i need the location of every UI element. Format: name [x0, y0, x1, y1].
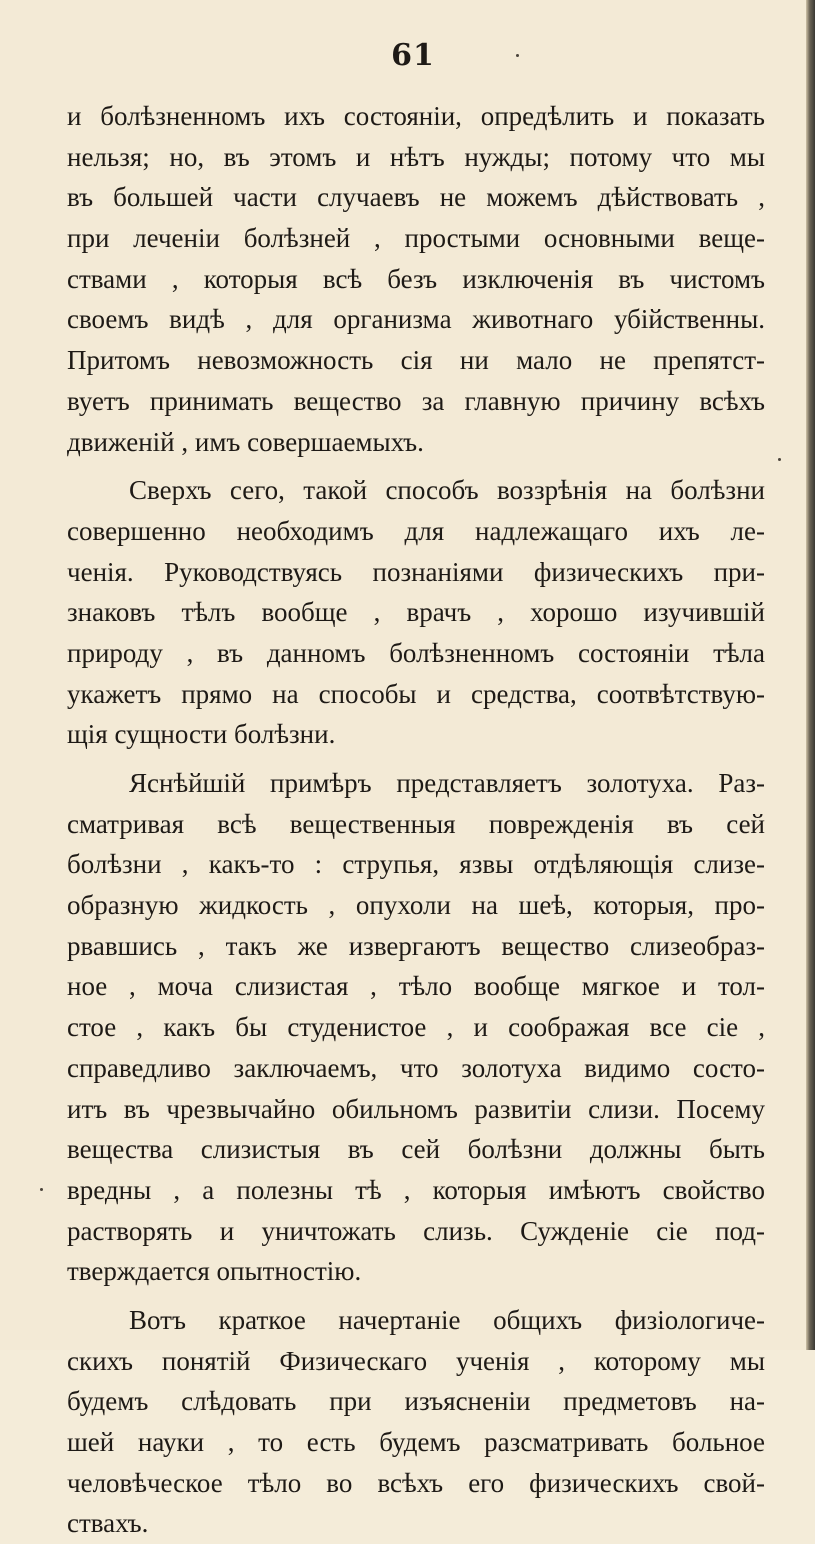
- text-line: справедливо заключаемъ, что золотуха видимо состо-: [67, 1052, 765, 1083]
- text-line: совершенно необходимъ для надлежащаго ихъ ле-: [67, 515, 765, 546]
- text-line: вещества слизистыя въ сей болѣзни должны быть: [67, 1134, 765, 1165]
- text-line: ствами , которыя всѣ безъ изключенія въ чистомъ: [67, 263, 765, 294]
- ink-speck: [40, 1188, 43, 1191]
- text-line: будемъ слѣдовать при изъясненіи предметовъ на-: [67, 1386, 765, 1417]
- paragraph-gap: [67, 755, 765, 763]
- text-line: шей науки , то есть будемъ разсматривать больное: [67, 1427, 765, 1457]
- ink-speck: [516, 54, 519, 57]
- text-line: человѣческое тѣло во всѣхъ его физическихъ свой-: [67, 1467, 765, 1498]
- text-line: Сверхъ сего, такой способъ воззрѣнія на болѣзни: [129, 475, 765, 506]
- text-line: тверждается опытностію.: [67, 1256, 362, 1287]
- body-text: [67, 96, 765, 1544]
- paragraph: [67, 96, 765, 462]
- text-line: и болѣзненномъ ихъ состояніи, опредѣлить и показать: [67, 101, 765, 131]
- text-line: щія сущности болѣзни.: [67, 719, 336, 750]
- text-line: природу , въ данномъ болѣзненномъ состояніи тѣла: [67, 637, 765, 668]
- text-line: нельзя; но, въ этомъ и нѣтъ нужды; потому что мы: [67, 141, 765, 172]
- text-line: образную жидкость , опухоли на шеѣ, которыя, про-: [67, 890, 765, 921]
- page-edge-shadow: [806, 0, 815, 1350]
- text-line: Вотъ краткое начертаніе общихъ физіологиче-: [129, 1304, 765, 1335]
- text-line: сматривая всѣ вещественныя поврежденія въ сей: [67, 808, 765, 839]
- text-line: Яснѣйшій примѣръ представляетъ золотуха. Раз-: [129, 768, 765, 798]
- text-line: ное , моча слизистая , тѣло вообще мягкое и тол-: [67, 971, 765, 1002]
- text-line: скихъ понятій Физическаго ученія , которому мы: [67, 1345, 765, 1376]
- text-line: при леченіи болѣзней , простыми основными веще-: [67, 223, 765, 254]
- text-line: болѣзни , какъ-то : струпья, язвы отдѣляющія слизе-: [67, 849, 765, 880]
- text-line: ствахъ.: [67, 1508, 149, 1539]
- text-line: стое , какъ бы студенистое , и соображая все сіе ,: [67, 1012, 765, 1043]
- text-line: укажетъ прямо на способы и средства, соотвѣтствую-: [67, 678, 765, 709]
- text-line: знаковъ тѣлъ вообще , врачъ , хорошо изучившій: [67, 597, 765, 628]
- paragraph-gap: [67, 462, 765, 470]
- text-line: вредны , а полезны тѣ , которыя имѣютъ свойство: [67, 1174, 765, 1205]
- text-line: движеній , имъ совершаемыхъ.: [67, 426, 424, 457]
- text-line: въ большей части случаевъ не можемъ дѣйствовать ,: [67, 182, 765, 213]
- text-line: растворять и уничтожать слизь. Сужденіе сіе под-: [67, 1215, 765, 1246]
- text-line: итъ въ чрезвычайно обильномъ развитіи слизи. Посему: [67, 1093, 765, 1124]
- ink-speck: [778, 458, 781, 461]
- paragraph: [67, 470, 765, 755]
- page-number: 61: [391, 38, 435, 73]
- paragraph: [67, 1300, 765, 1544]
- text-line: своемъ видѣ , для организма животнаго убійственны.: [67, 304, 765, 335]
- text-line: вуетъ принимать вещество за главную причину всѣхъ: [67, 385, 765, 416]
- paragraph-gap: [67, 1292, 765, 1300]
- text-line: Притомъ невозможность сія ни мало не препятст-: [67, 345, 765, 376]
- text-line: ченія. Руководствуясь познаніями физическихъ при-: [67, 556, 765, 587]
- text-line: рвавшись , такъ же извергаютъ вещество слизеобраз-: [67, 930, 765, 961]
- paragraph: [67, 763, 765, 1292]
